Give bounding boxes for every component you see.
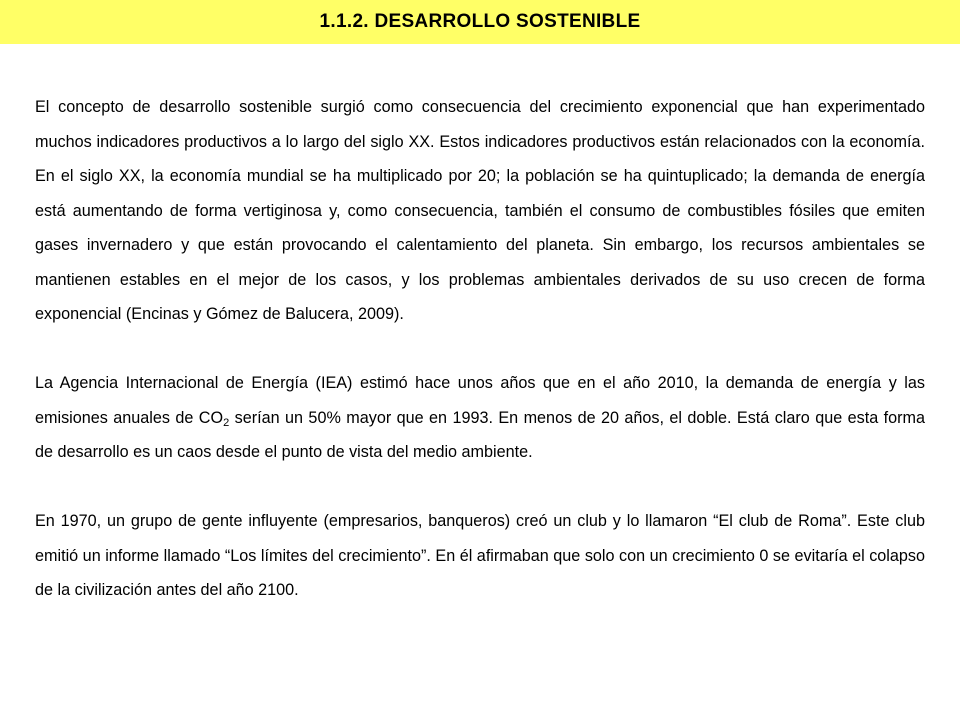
paragraph-iea-text-end: serían un 50% mayor que en 1993. En menos de 20 años, el doble. Está claro que esta forma de desarrollo es un caos desde el punto de vista del medio ambiente. — [35, 408, 926, 461]
paragraph-iea-text-start: La Agencia Internacional de Energía (IEA) estimó hace unos años que en el año 2010, la demanda de energía y las emisiones anuales de CO — [35, 374, 925, 427]
title-banner — [0, 0, 960, 44]
paragraph-sustainable-development-origin: El concepto de desarrollo sostenible surgió como consecuencia del crecimiento exponencial que han experimentado muchos indicadores productivos a lo largo del siglo XX. Estos indicadores productivos están relacionados con la economía. En el siglo XX, la economía mundial se ha multiplicado por 20; la población se ha quintuplicado; la demanda de energía está aumentando de forma vertiginosa y, como consecuencia, también el consumo de combustibles fósiles que emiten gases invernadero y que están provocando el calentamiento del planeta. Sin embargo, los recursos ambientales se mantienen estables en el mejor de los casos, y los problemas ambientales derivados de su uso crecen de forma exponencial (Encinas y Gómez de Balucera, 2009). — [35, 98, 925, 323]
paragraph-club-of-rome: En 1970, un grupo de gente influyente (empresarios, banqueros) creó un club y lo llamaron “El club de Roma”. Este club emitió un informe llamado “Los límites del crecimiento”. En él afirmaban que solo con un crecimiento 0 se evitaría el colapso de la civilización antes del año 2100. — [35, 512, 925, 599]
co2-subscript: 2 — [223, 416, 230, 429]
document-body — [35, 90, 925, 608]
paragraph-iea-estimate — [35, 366, 925, 470]
page-title: 1.1.2. DESARROLLO SOSTENIBLE — [319, 11, 641, 32]
